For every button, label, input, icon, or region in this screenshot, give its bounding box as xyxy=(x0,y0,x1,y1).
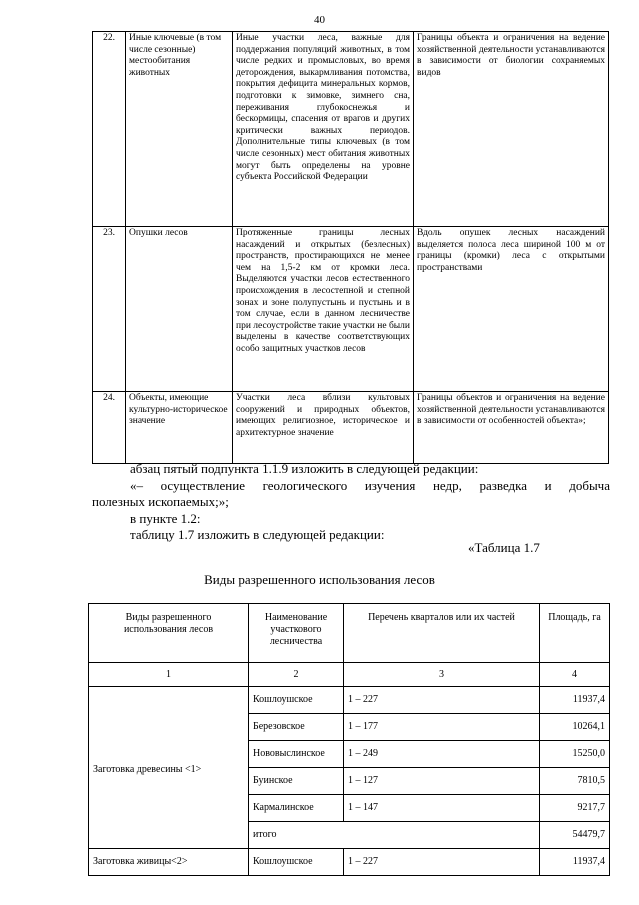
area: 7810,5 xyxy=(540,768,610,795)
total-area: 54479,7 xyxy=(540,822,610,849)
quarters: 1 – 127 xyxy=(344,768,540,795)
forestry-name: Кошлоушское xyxy=(249,687,344,714)
area: 15250,0 xyxy=(540,741,610,768)
object-name: Объекты, имеющие культурно-историческое значение xyxy=(126,392,233,464)
object-restrictions: Границы объектов и ограничения на ведение хозяйственной деятельности устанавливаются в зависимости от особенностей объекта»; xyxy=(414,392,609,464)
amendment-line-1: абзац пятый подпункта 1.1.9 изложить в следующей редакции: xyxy=(130,461,479,476)
object-restrictions: Границы объекта и ограничения на ведение хозяйственной деятельности устанавливаются в зависимости от биологии сохраняемых видов xyxy=(414,32,609,227)
table-row xyxy=(93,392,609,464)
object-name: Опушки лесов xyxy=(126,227,233,392)
table-row xyxy=(89,687,610,714)
forestry-name: Березовское xyxy=(249,714,344,741)
use-type: Заготовка живицы<2> xyxy=(89,849,249,876)
forestry-name: Кошлоушское xyxy=(249,849,344,876)
quarters: 1 – 227 xyxy=(344,687,540,714)
object-description: Иные участки леса, важные для поддержания популяций животных, в том числе редких и промысловых, во время деторождения, выкармливания потомства, покрытия дефицита минеральных кормов, подготовки к зимовке, зимнего сна, переживания глубокоснежья и бескормицы, спасения от врагов и других критически важных периодов. Дополнительные типы ключевых (в том числе сезонных) мест обитания животных могут быть определены на уровне субъекта Российской Федерации xyxy=(233,32,414,227)
column-number: 1 xyxy=(89,663,249,687)
header-forestry: Наименование участкового лесничества xyxy=(249,604,344,663)
table-header-row xyxy=(89,604,610,663)
table-title: Виды разрешенного использования лесов xyxy=(204,572,435,587)
column-number: 2 xyxy=(249,663,344,687)
object-description: Участки леса вблизи культовых сооружений и природных объектов, имеющих религиозное, историческое и архитектурное значение xyxy=(233,392,414,464)
area: 10264,1 xyxy=(540,714,610,741)
amendment-line-3: в пункте 1.2: xyxy=(130,511,201,526)
amendment-line-2b: полезных ископаемых;»; xyxy=(92,494,229,509)
page-number: 40 xyxy=(314,14,325,26)
forestry-name: Буинское xyxy=(249,768,344,795)
object-description: Протяженные границы лесных насаждений и открытых (безлесных) пространств, простирающихся не менее чем на 1,5-2 км от кромки леса. Выделяются участки лесов естественного происхождения в лесостепной и степной зонах и зоне полупустынь и пустынь и в том случае, если в данном лесничестве при лесоустройстве такие участки не были выделены в качестве соответствующих особо защитных участков лесов xyxy=(233,227,414,392)
object-name: Иные ключевые (в том числе сезонные) местообитания животных xyxy=(126,32,233,227)
area: 9217,7 xyxy=(540,795,610,822)
forestry-name: Кармалинское xyxy=(249,795,344,822)
forestry-name: Нововыслинское xyxy=(249,741,344,768)
column-number: 4 xyxy=(540,663,610,687)
table-caption: «Таблица 1.7 xyxy=(468,540,540,555)
quarters: 1 – 249 xyxy=(344,741,540,768)
area: 11937,4 xyxy=(540,687,610,714)
object-restrictions: Вдоль опушек лесных насаждений выделяется полоса леса шириной 100 м от границы (кромки) леса с открытыми пространствами xyxy=(414,227,609,392)
amendment-line-4: таблицу 1.7 изложить в следующей редакции: xyxy=(130,527,385,542)
row-number: 22. xyxy=(93,32,126,227)
quarters: 1 – 147 xyxy=(344,795,540,822)
row-number: 23. xyxy=(93,227,126,392)
column-number-row xyxy=(89,663,610,687)
amendment-line-2a: «– осуществление геологического изучения недр, разведка и добыча xyxy=(130,478,610,493)
area: 11937,4 xyxy=(540,849,610,876)
row-number: 24. xyxy=(93,392,126,464)
total-label: итого xyxy=(249,822,540,849)
header-quarters: Перечень кварталов или их частей xyxy=(344,604,540,663)
table-row xyxy=(93,227,609,392)
column-number: 3 xyxy=(344,663,540,687)
quarters: 1 – 177 xyxy=(344,714,540,741)
use-type: Заготовка древесины <1> xyxy=(89,687,249,849)
table-row xyxy=(93,32,609,227)
forest-use-table xyxy=(88,603,610,876)
quarters: 1 – 227 xyxy=(344,849,540,876)
header-use-type: Виды разрешенного использования лесов xyxy=(89,604,249,663)
protective-zones-table xyxy=(92,31,609,464)
header-area: Площадь, га xyxy=(540,604,610,663)
table-row xyxy=(89,849,610,876)
